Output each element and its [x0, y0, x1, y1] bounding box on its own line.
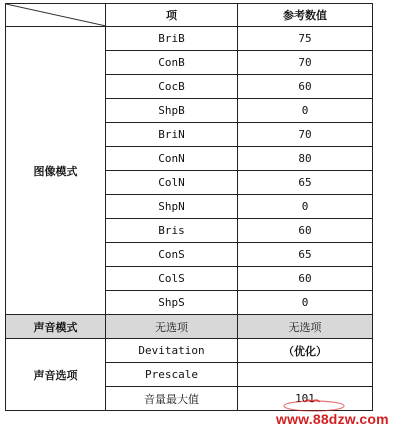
value-cell: 65: [238, 171, 373, 195]
item-cell: Devitation: [106, 339, 238, 363]
watermark-text: www.88dzw.com: [276, 411, 389, 427]
item-cell: ConB: [106, 51, 238, 75]
value-cell: 101: [238, 387, 373, 411]
value-cell: 0: [238, 99, 373, 123]
item-cell: BriN: [106, 123, 238, 147]
item-cell: Bris: [106, 219, 238, 243]
value-cell: [238, 363, 373, 387]
value-cell: 0: [238, 291, 373, 315]
value-cell: 60: [238, 75, 373, 99]
diagonal-line: [6, 4, 105, 26]
site-watermark: [258, 398, 400, 430]
value-cell: 60: [238, 219, 373, 243]
header-value: 参考数值: [238, 4, 373, 27]
value-cell: 75: [238, 27, 373, 51]
header-row: [6, 4, 373, 27]
value-cell: 无选项: [238, 315, 373, 339]
item-cell: ColS: [106, 267, 238, 291]
value-cell: 70: [238, 123, 373, 147]
header-item: 项: [106, 4, 238, 27]
item-cell: ShpS: [106, 291, 238, 315]
parameter-table: [5, 3, 373, 411]
corner-cell: [6, 4, 106, 27]
sound-mode-row: [6, 315, 373, 339]
parameter-table-container: [5, 3, 373, 411]
group-sound-options: 声音选项: [6, 339, 106, 411]
item-cell: ConS: [106, 243, 238, 267]
group-sound-mode: 声音模式: [6, 315, 106, 339]
table-row: [6, 27, 373, 51]
watermark-logo-icon: [264, 398, 348, 412]
group-image-mode: 图像模式: [6, 27, 106, 315]
value-cell: 70: [238, 51, 373, 75]
item-cell: BriB: [106, 27, 238, 51]
item-cell: ShpN: [106, 195, 238, 219]
value-cell: 80: [238, 147, 373, 171]
item-cell: Prescale: [106, 363, 238, 387]
item-cell: ConN: [106, 147, 238, 171]
item-cell: ShpB: [106, 99, 238, 123]
value-cell: 65: [238, 243, 373, 267]
table-row: [6, 339, 373, 363]
value-cell: 60: [238, 267, 373, 291]
value-cell: 0: [238, 195, 373, 219]
item-cell: CocB: [106, 75, 238, 99]
item-cell: ColN: [106, 171, 238, 195]
value-cell: （优化）: [238, 339, 373, 363]
item-cell: 无选项: [106, 315, 238, 339]
item-cell: 音量最大值: [106, 387, 238, 411]
